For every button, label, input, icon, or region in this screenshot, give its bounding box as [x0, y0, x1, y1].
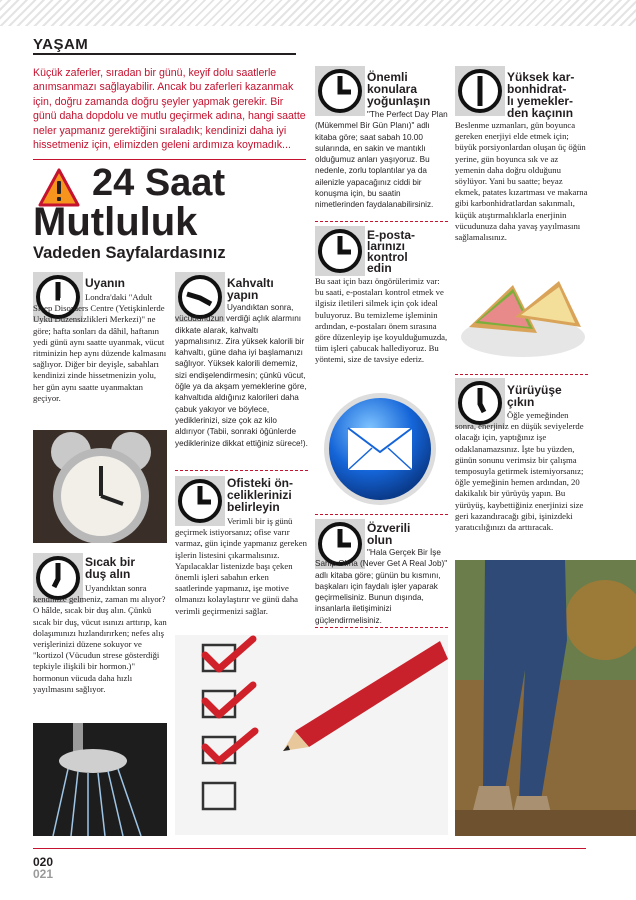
divider [315, 514, 448, 515]
title-line-1: 24 Saat [92, 162, 226, 204]
title-subtitle: Vadeden Sayfalardasınız [33, 244, 226, 262]
eposta-title-3: kontrol [367, 250, 408, 264]
uyanin-title: Uyanın [85, 276, 126, 290]
sicak-title-1: Sıcak bir [85, 555, 136, 569]
ofis-title-3: belirleyin [227, 500, 280, 514]
alarm-clock-photo [33, 430, 167, 543]
eposta-title-1: E-posta- [367, 228, 415, 242]
yuruyus-title-2: çıkın [507, 395, 535, 409]
section-label: YAŞAM [33, 36, 89, 53]
ofis-title-2: celiklerinizi [227, 488, 292, 502]
ozverili-title-1: Özverili [367, 521, 411, 535]
ofis-text: Verimli bir iş günü geçirmek istiyorsanız; ofise varır varmaz, gün içinde yapmanız gereken işlerin listesini çıkarmalısınız. Yapılacaklar listenizde başı çeken önemli işleri sabahın erken saatlerinde yapmanız, işe motive olmanızı kolaylaştırır ve günü daha verimli geçirmenizi sağlar. [175, 516, 307, 616]
eposta-title-4: edin [367, 261, 392, 275]
yuksek-text: Beslenme uzmanları, gün boyunca gereken enerjiyi elde etmek için; büyük porsiyonlardan oluşan üç öğün yerine, gün boyunca sık ve az yemenin daha doğru olduğunu söylüyor. Yani bu saatte; beyaz ekmek, patates kızartması ve makarna gibi karbonhidratlardan sakınmalı, küçük atıştırmalıklarla enerjinin vücudunuza daha yavaş yayılmasını sağlamalısınız. [455, 120, 588, 243]
title-line-2: Mutluluk [33, 200, 198, 244]
yuksek-title-2: bonhidrat- [507, 82, 567, 96]
ofis-title-1: Ofisteki ön- [227, 476, 294, 490]
page-number-right: 021 [33, 867, 54, 881]
shower-photo [33, 723, 167, 836]
kahvalti-title-2: yapın [227, 288, 259, 302]
divider [315, 221, 448, 222]
footer-rule [33, 848, 586, 849]
onemli-title-2: konulara [367, 82, 418, 96]
yuruyus-text: Öğle yemeğinden sonra, enerjiniz en düşük seviyelerde olacağı için, yaptığınız işe odaklanamazsınız. İşte bu yüzden, günün sonunu verimsiz bir çalışma temposuyla getirmek istemiyorsanız; öğle yemeğinin hemen ardından, 20 dakikalık bir yürüyüş yapın. Bu yürüyüş, kaybettiğiniz enerjinizi size geri kazandıracağı gibi, işinizdeki yaratıcılığınızı da arttıracak. [455, 410, 584, 533]
walking-photo [455, 560, 636, 836]
kahvalti-title-1: Kahvaltı [227, 276, 274, 290]
eposta-title-2: larınızı [367, 239, 406, 253]
header-stripes [0, 0, 636, 26]
intro-divider [33, 159, 306, 160]
mail-icon [320, 390, 440, 508]
yuksek-title-1: Yüksek kar- [507, 70, 575, 84]
clock-icon [315, 226, 365, 276]
onemli-title-3: yoğunlaşın [367, 94, 431, 108]
kahvalti-text: Uyandıktan sonra, vücudunuzun verdiği açlık alarmını dikkate alarak, kahvaltı yapmalısınız. Zira yüksek kalorili bir kahvaltı, güne daha iyi başlamanızı sağlıyor. Yüksek kalorili dememiz, sizi endişelendirmesin; çünkü vücut, öğle ya da akşam yemeklerine göre, kahvaltıda aldığınız kalorileri daha çabuk yakıyor ve böylece, yediklerinizi, size çok az kilo aldırıyor (Tabii, sonraki öğünlerde yediklerinize dikkat ettiğiniz sürece!). [175, 303, 308, 448]
sandwich-photo [455, 257, 588, 367]
divider [315, 627, 448, 628]
clock-icon [455, 66, 505, 116]
eposta-text: Bu saat için bazı öngörülerimiz var: bu saati, e-postaları kontrol etmek ve ilgisiz iletileri silmek için çok ideal buluyoruz. Bu temizleme işleminin ardından, e-postaları önem sırasına göre düzenleyip işe koyulduğumuzda, tüm işleri çabucak hallediyoruz. Bu yöntemi, size de tavsiye ederiz. [315, 276, 448, 365]
yuruyus-title-1: Yürüyüşe [507, 383, 562, 397]
ozverili-title-2: olun [367, 533, 393, 547]
sicak-text: Uyandıktan sonra kendinize gelmeniz, zaman mı alıyor? O hâlde, sıcak bir duş alın. Çünkü sıcak bir duş, vücut ısınızı arttırıp, kan dolaşımınızı hızlandırırken; nefes alış verişlerinizi düzene sokuyor ve "kortizol (Vücudun strese gösterdiği tepkiyle ilişkili bir hormon.)" hormonun vücuda daha hızlı yayılmasını sağlıyor. [33, 583, 167, 694]
onemli-text: "The Perfect Day Plan (Mükemmel Bir Gün Planı)" adlı kitaba göre; saat sabah 10.00 sularında, en sakin ve mantıklı olduğumuz anları yaşıyoruz. Bu nedenle, zorlu toplantılar ya da ailenizle yapacağınız ciddi bir konuşma için, bu saatin nimetlerinden faydalanabilirsiniz. [315, 110, 448, 210]
divider [455, 374, 588, 375]
page-number-left: 020 [33, 855, 54, 869]
yuksek-title-4: den kaçının [507, 106, 574, 120]
uyanin-text: Londra'daki "Adult Sleep Disorders Centre (Yetişkinlerde Uyku Düzensizlikleri Merkezi)" ne göre; hafta sonları da dâhil, haftanın yedi günü aynı saatte uyanmak, vücut ritminizin hep aynı düzende kalmasını sağlıyor. Diğer bir deyişle, sabahları kendinizi zinde hissetmenizin yolu, her gün aynı saatte uyanmaktan geçiyor. [33, 292, 167, 403]
onemli-title-1: Önemli [367, 70, 408, 84]
yuksek-title-3: lı yemekler- [507, 94, 574, 108]
checklist-photo [175, 635, 448, 835]
intro-text: Küçük zaferler, sıradan bir günü, keyif dolu saatlerle anımsanmazı sağlayabilir. Ancak bu zaferleri kazanmak için, doğru zamanda doğru şeyler yapmak gerekir. Bir günü daha dopdolu ve mutlu geçirmek adına, hangi saatte neler yapmanız gerektiğini sıraladık; kendinizi daha iyi hissetmeniz için, elimizden geleni ardımıza koymadık... [33, 67, 306, 152]
sicak-title-2: duş alın [85, 567, 131, 581]
section-rule [33, 53, 296, 55]
divider [175, 470, 308, 471]
ozverili-text: "Hala Gerçek Bir İşe Sahip Olma (Never Get A Real Job)" adlı kitaba göre; günün bu kısmını, başkaları için faydalı işler yaparak geçirmelisiniz. Bunun dışında, insanlarla iletişiminizi güçlendirmelisiniz. [315, 548, 448, 625]
